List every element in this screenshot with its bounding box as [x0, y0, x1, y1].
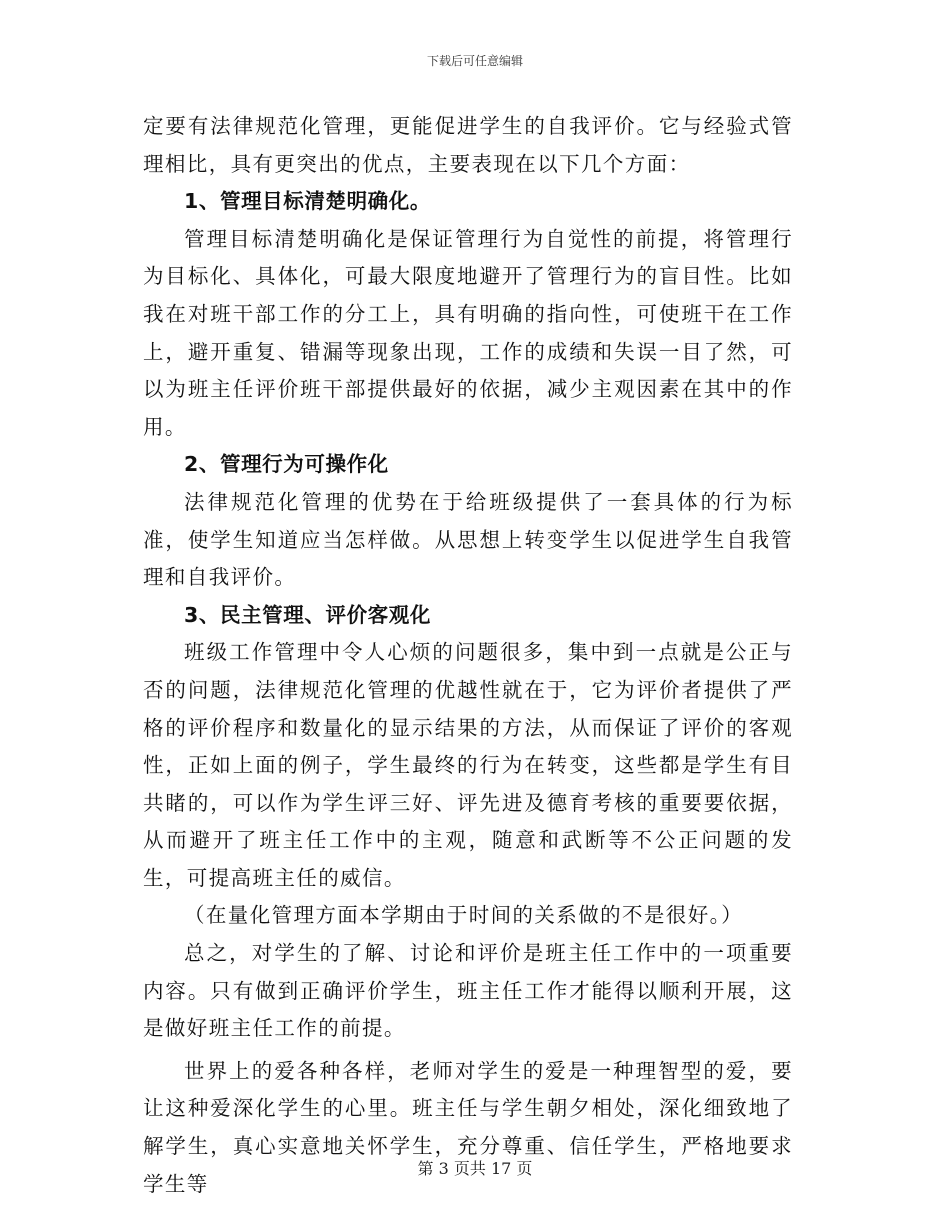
paragraph-democratic-evaluation: 班级工作管理中令人心烦的问题很多，集中到一点就是公正与否的问题，法律规范化管理的优越性就在于，它为评价者提供了严格的评价程序和数量化的显示结果的方法，从而保证了评价的客观性，正如上面的例子，学生最终的行为在转变，这些都是学生有目共睹的，可以作为学生评三好、评先进及德育考核的重要要依据，从而避开了班主任工作中的主观，随意和武断等不公正问题的发生，可提高班主任的威信。: [143, 640, 793, 890]
paragraph-teacher-love: 世界上的爱各种各样，老师对学生的爱是一种理智型的爱，要让这种爱深化学生的心里。班主任与学生朝夕相处，深化细致地了解学生，真心实意地关怀学生，充分尊重、信任学生，严格地要求学生等: [143, 1058, 793, 1196]
section-heading-3: 3、民主管理、评价客观化: [184, 602, 431, 627]
paragraph-management-goals: 管理目标清楚明确化是保证管理行为自觉性的前提，将管理行为目标化、具体化，可最大限度地避开了管理行为的盲目性。比如我在对班干部工作的分工上，具有明确的指向性，可使班干在工作上，避开重复、错漏等现象出现，工作的成绩和失误一目了然，可以为班主任评价班干部提供最好的依据，减少主观因素在其中的作用。: [143, 226, 793, 439]
document-body: [143, 108, 793, 1203]
paragraph-note: （在量化管理方面本学期由于时间的关系做的不是很好。）: [184, 903, 744, 928]
paragraph-summary: 总之，对学生的了解、讨论和评价是班主任工作中的一项重要内容。只有做到正确评价学生，班主任工作才能得以顺利开展，这是做好班主任工作的前提。: [143, 941, 793, 1041]
page-header-note: 下载后可任意编辑: [426, 54, 523, 68]
page-number: 第 3 页共 17 页: [417, 1159, 533, 1178]
section-heading-2: 2、管理行为可操作化: [184, 452, 389, 477]
paragraph-continuation: 定要有法律规范化管理，更能促进学生的自我评价。它与经验式管理相比，具有更突出的优点，主要表现在以下几个方面：: [143, 114, 793, 176]
paragraph-operational-behavior: 法律规范化管理的优势在于给班级提供了一套具体的行为标准，使学生知道应当怎样做。从思想上转变学生以促进学生自我管理和自我评价。: [143, 489, 793, 590]
section-heading-1: 1、管理目标清楚明确化。: [184, 189, 431, 214]
